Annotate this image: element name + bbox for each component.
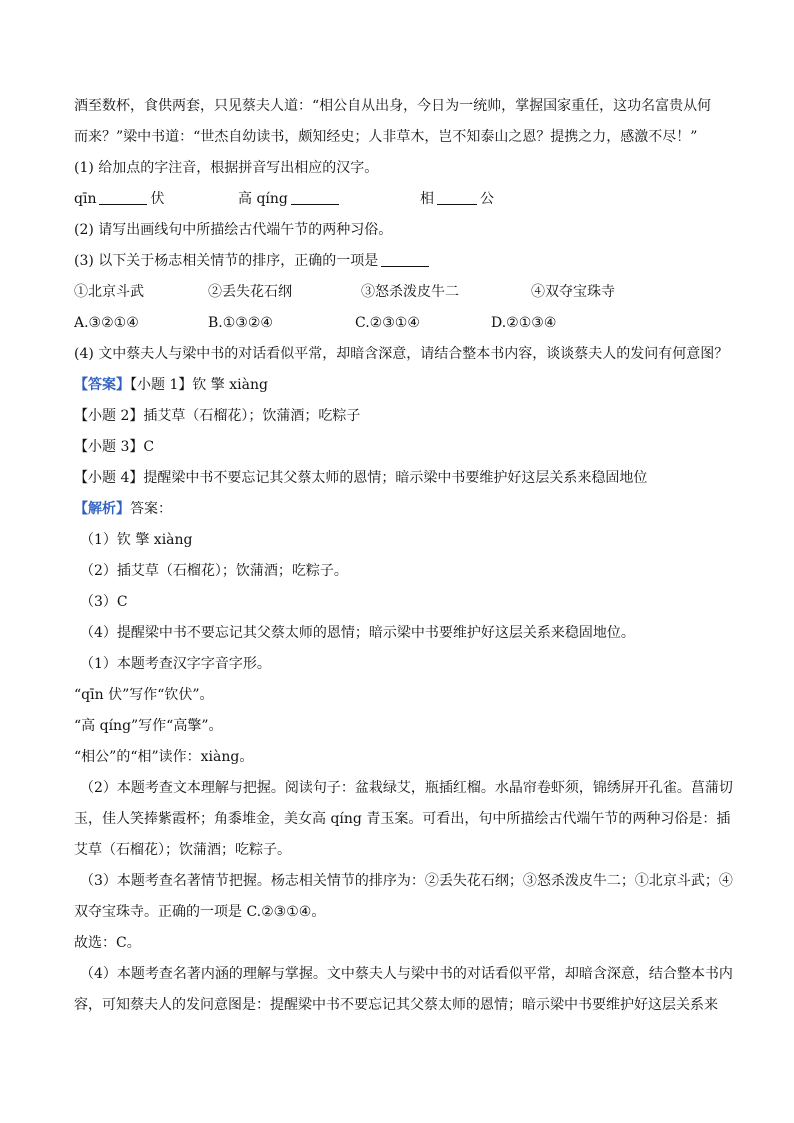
analysis-line: “qīn 伏”写作“钦伏”。 [74,687,214,703]
q1-item-b-pinyin: 高 qíng [238,191,288,207]
analysis-heading [74,500,172,518]
question-2-prompt: (2) 请写出画线句中所描绘古代端午节的两种习俗。 [74,222,393,238]
answer-line-1 [74,376,268,394]
q3-option-d: D.②①③④ [491,315,557,331]
analysis-tag: 【解析】 [74,501,130,517]
analysis-line: “相公”的“相”读作：xiàng。 [74,749,254,765]
analysis-line: 故选：C。 [74,935,141,951]
answer-tag: 【答案】 [74,377,130,393]
analysis-line: 容，可知蔡夫人的发问意图是：提醒梁中书不要忘记其父蔡太师的恩情；暗示梁中书要维护好这层关系来 [74,997,718,1013]
q3-event-3: ③怒杀泼皮牛二 [361,284,459,300]
analysis-line: （1）钦 擎 xiàng [80,532,193,548]
q3-event-2: ②丢失花石纲 [208,284,292,300]
analysis-line: （2）插艾草（石榴花）；饮蒲酒；吃粽子。 [80,563,348,579]
q3-event-4: ④双夺宝珠寺 [531,284,615,300]
question-1-prompt: (1) 给加点的字注音，根据拼音写出相应的汉字。 [74,160,379,176]
analysis-heading-text: 答案： [130,501,172,517]
answer-3: 【小题 3】C [74,439,155,455]
q3-blank[interactable] [381,252,429,267]
q3-option-b: B.①③②④ [208,315,273,331]
analysis-line: （4）本题考查名著内涵的理解与掌握。文中蔡夫人与梁中书的对话看似平常，却暗含深意，结合整本书内 [80,966,733,982]
q1-item-c-char: 相 [420,191,434,207]
q1-item-c-post: 公 [480,191,494,207]
q1-item-c [420,190,494,208]
analysis-line: （4）提醒梁中书不要忘记其父蔡太师的恩情；暗示梁中书要维护好这层关系来稳固地位。 [80,625,635,641]
q1-blank-c[interactable] [437,190,477,205]
q1-item-a [74,190,164,208]
passage-line-2: 而来？”梁中书道：“世杰自幼读书，颇知经史；人非草木，岂不知泰山之恩？提携之力，感激不尽！” [74,129,698,145]
q1-item-a-char: 伏 [150,191,165,207]
analysis-line: 双夺宝珠寺。正确的一项是 C.②③①④。 [74,904,326,920]
analysis-line: 艾草（石榴花）；饮蒲酒；吃粽子。 [74,842,291,858]
question-3-prompt: (3) 以下关于杨志相关情节的排序，正确的一项是 [74,253,379,269]
analysis-line: （3）本题考查名著情节把握。杨志相关情节的排序为：②丢失花石纲；③怒杀泼皮牛二；①北京斗武；④ [80,873,733,889]
answer-2: 【小题 2】插艾草（石榴花）；饮蒲酒；吃粽子 [74,408,361,424]
q1-item-b [238,190,342,208]
q1-blank-a[interactable] [99,190,147,205]
q3-event-1: ①北京斗武 [74,284,144,300]
answer-1: 【小题 1】钦 擎 xiàng [130,377,268,393]
analysis-line: （2）本题考查文本理解与把握。阅读句子：盆栽绿艾，瓶插红榴。水晶帘卷虾须，锦绣屏开孔雀。菖蒲切 [80,780,733,796]
analysis-line: （1）本题考查汉字字音字形。 [80,656,271,672]
passage-line-1: 酒至数杯，食供两套，只见蔡夫人道：“相公自从出身，今日为一统帅，掌握国家重任，这功名富贵从何 [74,98,712,114]
answer-4: 【小题 4】提醒梁中书不要忘记其父蔡太师的恩情；暗示梁中书要维护好这层关系来稳固地位 [74,470,648,486]
question-4-prompt: (4) 文中蔡夫人与梁中书的对话看似平常，却暗含深意，请结合整本书内容，谈谈蔡夫人的发问有何意图？ [74,346,729,362]
q1-blank-b[interactable] [291,190,339,205]
analysis-line: （3）C [80,594,128,610]
q3-option-a: A.③②①④ [74,315,139,331]
analysis-line: 玉，佳人笑捧紫霞杯；角黍堆金，美女高 qíng 青玉案。可看出，句中所描绘古代端午节的两种习俗是：插 [74,811,731,827]
q3-option-c: C.②③①④ [355,315,420,331]
question-3 [74,252,432,270]
q1-item-a-pinyin: qīn [74,191,97,207]
analysis-line: “高 qíng”写作“高擎”。 [74,718,223,734]
